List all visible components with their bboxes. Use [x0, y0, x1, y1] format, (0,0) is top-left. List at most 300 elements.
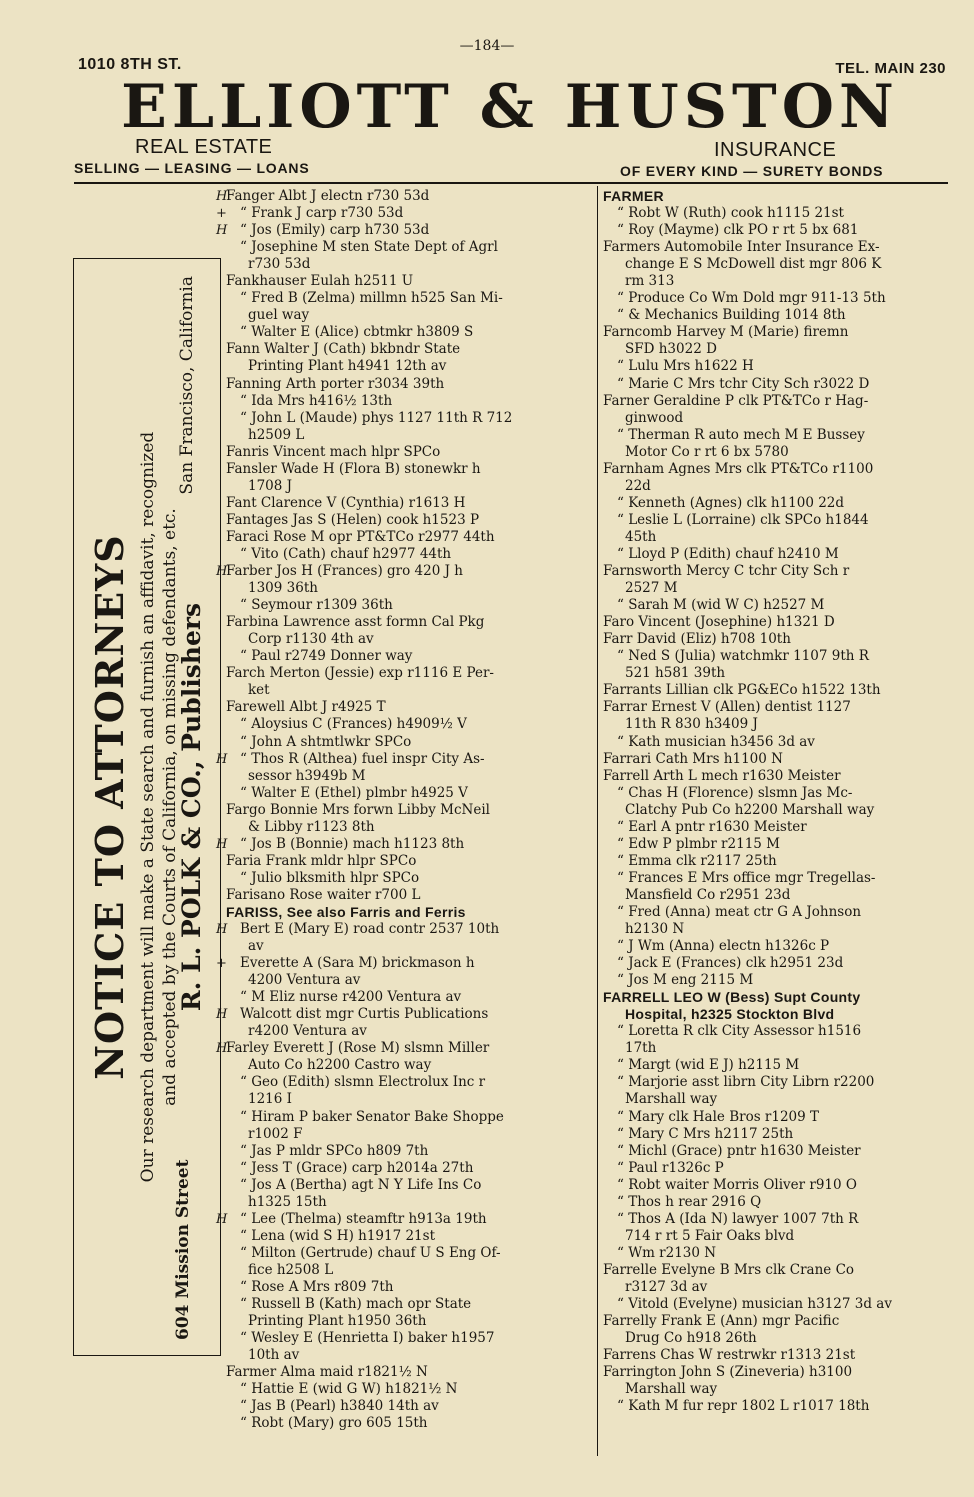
entry-text: “ Ned S (Julia) watchmkr 1107 9th R	[617, 648, 869, 665]
directory-entry	[216, 205, 590, 222]
entry-text: & Libby r1123 8th	[248, 818, 375, 835]
entry-text: “ Geo (Edith) slsmn Electrolux Inc r	[240, 1074, 486, 1091]
header-right-services: OF EVERY KIND — SURETY BONDS	[620, 163, 884, 179]
directory-entry	[226, 478, 590, 495]
entry-text: “ Josephine M sten State Dept of Agrl	[240, 239, 498, 256]
directory-entry	[603, 682, 951, 699]
entry-text: Fann Walter J (Cath) bkbndr State	[226, 341, 461, 358]
handwritten-mark: H	[216, 922, 228, 938]
directory-entry	[226, 410, 590, 427]
entry-text: Marshall way	[625, 1091, 718, 1108]
directory-entry	[226, 853, 590, 870]
directory-entry	[216, 1210, 590, 1228]
directory-entry	[603, 239, 951, 256]
entry-text: Farch Merton (Jessie) exp r1116 E Per-	[226, 665, 494, 682]
entry-text: “ Kath M fur repr 1802 L r1017 18th	[617, 1398, 870, 1415]
directory-entry	[226, 1245, 590, 1262]
entry-text: Faro Vincent (Josephine) h1321 D	[603, 614, 835, 631]
entry-text: “ Wesley E (Henrietta I) baker h1957	[240, 1330, 495, 1347]
entry-text: r1002 F	[248, 1125, 303, 1142]
entry-text: Mansfield Co r2951 23d	[625, 886, 791, 903]
entry-text: h1325 15th	[248, 1193, 327, 1210]
entry-text: “ Mary C Mrs h2117 25th	[617, 1125, 794, 1142]
column-divider	[597, 186, 598, 1456]
entry-text: “ Walter E (Alice) cbtmkr h3809 S	[240, 324, 474, 341]
entry-text: Farbina Lawrence asst formn Cal Pkg	[226, 614, 485, 631]
directory-entry	[226, 393, 590, 410]
directory-entry	[226, 1313, 590, 1330]
header-telephone: TEL. MAIN 230	[835, 60, 946, 77]
directory-entry	[603, 819, 951, 836]
entry-text: “ Thos R (Althea) fuel inspr City As-	[240, 750, 485, 767]
entry-text: Clatchy Pub Co h2200 Marshall way	[625, 801, 875, 818]
directory-entry	[603, 921, 951, 938]
directory-entry	[603, 358, 951, 375]
entry-text: Farrants Lillian clk PG&ECo h1522 13th	[603, 682, 881, 699]
entry-text: Farnsworth Mercy C tchr City Sch r	[603, 563, 850, 580]
directory-entry	[603, 580, 951, 597]
directory-entry	[226, 597, 590, 614]
entry-text: “ Therman R auto mech M E Bussey	[617, 426, 865, 443]
directory-entry	[226, 324, 590, 341]
directory-entry	[603, 751, 951, 768]
entry-text: Farner Geraldine P clk PT&TCo r Hag-	[603, 392, 869, 409]
directory-entry	[603, 376, 951, 393]
directory-entry	[603, 1091, 951, 1108]
directory-entry	[226, 1109, 590, 1126]
directory-entry	[603, 734, 951, 751]
entry-text: “ John A shtmtlwkr SPCo	[240, 733, 412, 750]
entry-text: Farnham Agnes Mrs clk PT&TCo r1100	[603, 460, 874, 477]
notice-address: 604 Mission Street	[173, 1159, 193, 1340]
entry-text: Farmer Alma maid r1821½ N	[226, 1364, 428, 1381]
entry-text: “ Thos h rear 2916 Q	[617, 1193, 762, 1210]
entry-text: Fansler Wade H (Flora B) stonewkr h	[226, 460, 481, 477]
directory-entry	[226, 1262, 590, 1279]
entry-text: ket	[248, 682, 270, 699]
directory-entry	[226, 699, 590, 716]
directory-entry	[226, 989, 590, 1006]
directory-entry	[226, 1126, 590, 1143]
directory-entry	[603, 1074, 951, 1091]
directory-entry	[603, 938, 951, 955]
entry-text: “ Frances E Mrs office mgr Tregellas-	[617, 869, 876, 886]
brand-title: ELLIOTT & HUSTON	[121, 72, 899, 142]
entry-text: “ Fred (Anna) meat ctr G A Johnson	[617, 903, 862, 920]
directory-entry	[216, 188, 590, 205]
directory-entry	[226, 802, 590, 819]
notice-body-line: Our research department will make a State search and furnish an affidavit, recognized	[138, 431, 158, 1183]
entry-text: change E S McDowell dist mgr 806 K	[625, 256, 882, 273]
header-left-services: SELLING — LEASING — LOANS	[74, 160, 310, 176]
directory-entry	[216, 955, 590, 972]
notice-publisher: R. L. POLK & CO., Publishers	[177, 602, 206, 1012]
directory-entry	[603, 768, 951, 785]
directory-entry	[603, 1194, 951, 1211]
header-address: 1010 8TH ST.	[78, 56, 182, 73]
directory-entry	[603, 495, 951, 512]
directory-entry	[226, 1381, 590, 1398]
directory-entry	[226, 870, 590, 887]
entry-text: “ Robt waiter Morris Oliver r910 O	[617, 1176, 857, 1193]
directory-entry	[226, 1143, 590, 1160]
entry-text: “ Jos B (Bonnie) mach h1123 8th	[240, 835, 465, 852]
entry-text: 714 r rt 5 Fair Oaks blvd	[625, 1227, 795, 1244]
directory-entry	[603, 665, 951, 682]
entry-text: “ Aloysius C (Frances) h4909½ V	[240, 716, 467, 733]
entry-text: 45th	[625, 528, 657, 545]
directory-entry	[603, 222, 951, 239]
entry-text: 4200 Ventura av	[248, 972, 361, 989]
directory-entry	[226, 529, 590, 546]
entry-text: “ Paul r2749 Donner way	[240, 648, 413, 665]
entry-text: “ Loretta R clk City Assessor h1516	[617, 1023, 862, 1040]
directory-entry	[216, 835, 590, 853]
directory-entry	[603, 904, 951, 921]
handwritten-mark: +	[216, 206, 227, 222]
directory-entry	[226, 768, 590, 785]
directory-entry	[216, 1006, 590, 1023]
entry-text: Printing Plant h1950 36th	[248, 1313, 427, 1330]
entry-text: Fanger Albt J electn r730 53d	[226, 188, 430, 204]
entry-text: Farrelle Evelyne B Mrs clk Crane Co	[603, 1261, 855, 1278]
entry-text: “ Mary clk Hale Bros r1209 T	[617, 1108, 820, 1125]
entry-text: r4200 Ventura av	[248, 1023, 367, 1040]
entry-text: “ Hattie E (wid G W) h1821½ N	[240, 1381, 458, 1398]
directory-column-middle	[216, 188, 590, 1432]
entry-text: Farley Everett J (Rose M) slsmn Miller	[226, 1040, 490, 1057]
directory-entry	[603, 1381, 951, 1398]
directory-entry	[603, 1160, 951, 1177]
entry-text: “ Kath musician h3456 3d av	[617, 733, 815, 750]
entry-text: Bert E (Mary E) road contr 2537 10th	[240, 921, 500, 938]
entry-text: “ Lloyd P (Edith) chauf h2410 M	[617, 545, 839, 562]
directory-entry	[226, 1074, 590, 1091]
entry-text: “ Robt (Mary) gro 605 15th	[240, 1415, 428, 1432]
directory-entry	[226, 256, 590, 273]
entry-text: Farewell Albt J r4925 T	[226, 699, 386, 716]
entry-text: “ Vitold (Evelyne) musician h3127 3d av	[617, 1296, 892, 1313]
directory-entry	[603, 393, 951, 410]
directory-entry	[603, 1398, 951, 1415]
handwritten-mark: H	[216, 751, 228, 767]
directory-entry	[226, 887, 590, 904]
directory-entry	[226, 614, 590, 631]
directory-entry	[226, 648, 590, 665]
directory-entry	[226, 972, 590, 989]
handwritten-mark: H	[216, 836, 228, 852]
entry-text: 22d	[625, 477, 651, 494]
directory-entry	[603, 1211, 951, 1228]
directory-entry	[603, 478, 951, 495]
directory-entry	[603, 1040, 951, 1057]
entry-text: “ Margt (wid E J) h2115 M	[617, 1057, 800, 1074]
entry-text: 10th av	[248, 1347, 300, 1364]
directory-entry	[603, 529, 951, 546]
directory-entry	[216, 750, 590, 768]
entry-text: Hospital, h2325 Stockton Blvd	[625, 1006, 835, 1023]
directory-entry	[226, 819, 590, 836]
directory-entry	[603, 1364, 951, 1381]
entry-text: Fargo Bonnie Mrs forwn Libby McNeil	[226, 801, 490, 818]
entry-text: “ Paul r1326c P	[617, 1159, 724, 1176]
entry-text: fice h2508 L	[248, 1261, 334, 1278]
directory-entry	[603, 205, 951, 222]
entry-text: 1216 I	[248, 1091, 292, 1108]
directory-entry	[603, 1228, 951, 1245]
directory-entry	[603, 1330, 951, 1347]
directory-entry	[603, 427, 951, 444]
directory-entry	[603, 1313, 951, 1330]
entry-text: guel way	[248, 307, 310, 324]
entry-text: “ Roy (Mayme) clk PO r rt 5 bx 681	[617, 222, 859, 239]
directory-entry	[226, 1279, 590, 1296]
directory-entry	[226, 631, 590, 648]
directory-entry	[603, 1023, 951, 1040]
entry-text: FARRELL LEO W (Bess) Supt County	[603, 989, 861, 1006]
entry-text: h2509 L	[248, 426, 305, 443]
entry-text: 521 h581 39th	[625, 665, 726, 682]
entry-text: “ Jas B (Pearl) h3840 14th av	[240, 1398, 439, 1415]
entry-text: “ Lena (wid S H) h1917 21st	[240, 1227, 435, 1244]
entry-text: “ Jess T (Grace) carp h2014a 27th	[240, 1159, 474, 1176]
entry-text: “ Vito (Cath) chauf h2977 44th	[240, 545, 452, 562]
directory-entry	[226, 290, 590, 307]
directory-entry	[603, 836, 951, 853]
directory-entry	[603, 273, 951, 290]
directory-entry	[603, 631, 951, 648]
entry-text: Fant Clarence V (Cynthia) r1613 H	[226, 494, 466, 511]
entry-text: Everette A (Sara M) brickmason h	[240, 955, 475, 972]
directory-entry	[226, 665, 590, 682]
entry-text: Walcott dist mgr Curtis Publications	[240, 1006, 489, 1023]
directory-entry	[226, 307, 590, 324]
entry-text: “ Emma clk r2117 25th	[617, 852, 777, 869]
directory-entry	[603, 410, 951, 427]
directory-entry	[603, 1262, 951, 1279]
directory-entry	[226, 1057, 590, 1074]
entry-text: 2527 M	[625, 580, 678, 597]
directory-entry	[226, 1023, 590, 1040]
entry-text: “ Lee (Thelma) steamftr h913a 19th	[240, 1210, 487, 1227]
directory-entry	[226, 938, 590, 955]
handwritten-mark: H	[216, 1007, 228, 1023]
entry-text: “ Lulu Mrs h1622 H	[617, 358, 754, 375]
directory-entry	[603, 870, 951, 887]
directory-entry	[603, 597, 951, 614]
entry-text: “ M Eliz nurse r4200 Ventura av	[240, 989, 462, 1006]
entry-text: “ Jas P mldr SPCo h809 7th	[240, 1142, 429, 1159]
entry-text: “ Chas H (Florence) slsmn Jas Mc-	[617, 784, 853, 801]
directory-entry	[226, 358, 590, 375]
directory-entry	[226, 1194, 590, 1211]
handwritten-mark: H	[216, 564, 228, 580]
entry-text: sessor h3949b M	[248, 767, 366, 784]
entry-text: r3127 3d av	[625, 1279, 708, 1295]
directory-entry	[603, 1296, 951, 1313]
entry-text: Fanning Arth porter r3034 39th	[226, 375, 445, 392]
directory-entry	[226, 785, 590, 802]
directory-entry	[216, 921, 590, 938]
entry-text: Farmers Automobile Inter Insurance Ex-	[603, 239, 880, 256]
entry-text: “ Frank J carp r730 53d	[240, 205, 404, 222]
directory-entry	[226, 1296, 590, 1313]
entry-text: “ Julio blksmith hlpr SPCo	[240, 869, 420, 886]
directory-entry	[226, 1364, 590, 1381]
entry-text: “ Hiram P baker Senator Bake Shoppe	[240, 1108, 504, 1125]
directory-entry	[226, 546, 590, 563]
directory-entry	[603, 699, 951, 716]
handwritten-mark: H	[216, 1041, 228, 1057]
directory-entry	[216, 222, 590, 239]
directory-entry	[603, 1143, 951, 1160]
directory-entry	[603, 955, 951, 972]
directory-entry	[226, 1091, 590, 1108]
directory-entry	[603, 1006, 951, 1023]
entry-text: Printing Plant h4941 12th av	[248, 358, 447, 375]
directory-entry	[603, 1347, 951, 1364]
notice-body-line: and accepted by the Courts of California, on missing defendants, etc.	[160, 508, 180, 1106]
entry-text: “ Marie C Mrs tchr City Sch r3022 D	[617, 375, 870, 392]
directory-entry	[603, 307, 951, 324]
entry-text: av	[248, 938, 264, 955]
entry-text: Motor Co r rt 6 bx 5780	[625, 443, 789, 460]
directory-entry	[603, 1109, 951, 1126]
entry-text: Drug Co h918 26th	[625, 1330, 757, 1347]
entry-text: Marshall way	[625, 1381, 718, 1398]
entry-text: FARMER	[603, 188, 664, 204]
entry-text: 1309 36th	[248, 580, 318, 597]
entry-text: “ Fred B (Zelma) millmn h525 San Mi-	[240, 290, 503, 307]
entry-text: “ Earl A pntr r1630 Meister	[617, 818, 807, 835]
directory-entry	[226, 376, 590, 393]
entry-text: “ Jack E (Frances) clk h2951 23d	[617, 955, 844, 972]
directory-entry	[603, 256, 951, 273]
directory-entry	[603, 1279, 951, 1296]
directory-entry	[226, 444, 590, 461]
directory-entry	[226, 341, 590, 358]
directory-entry	[603, 648, 951, 665]
directory-entry	[226, 512, 590, 529]
directory-entry	[603, 324, 951, 341]
entry-text: “ John L (Maude) phys 1127 11th R 712	[240, 409, 513, 426]
directory-entry	[603, 444, 951, 461]
handwritten-mark: H	[216, 189, 228, 204]
entry-text: Auto Co h2200 Castro way	[248, 1057, 432, 1074]
directory-entry	[226, 1177, 590, 1194]
directory-entry	[603, 512, 951, 529]
entry-text: “ Jos M eng 2115 M	[617, 972, 754, 989]
directory-column-right	[603, 188, 951, 1415]
entry-text: “ Seymour r1309 36th	[240, 597, 393, 614]
entry-text: Farrari Cath Mrs h1100 N	[603, 750, 783, 767]
handwritten-mark: +	[216, 956, 227, 972]
entry-text: “ Jos A (Bertha) agt N Y Life Ins Co	[240, 1176, 482, 1193]
handwritten-mark: H	[216, 1211, 228, 1227]
directory-entry	[226, 1160, 590, 1177]
entry-text: Farrar Ernest V (Allen) dentist 1127	[603, 699, 851, 716]
entry-text: “ Thos A (Ida N) lawyer 1007 7th R	[617, 1210, 859, 1227]
directory-entry	[603, 1245, 951, 1262]
notice-rotated-content	[77, 262, 217, 1352]
directory-entry	[226, 1415, 590, 1432]
directory-entry	[603, 188, 951, 205]
entry-text: 17th	[625, 1040, 657, 1057]
directory-entry	[226, 239, 590, 256]
entry-text: Fanris Vincent mach hlpr SPCo	[226, 443, 441, 460]
entry-text: Faria Frank mldr hlpr SPCo	[226, 852, 417, 869]
entry-text: r730 53d	[248, 256, 311, 273]
directory-entry	[226, 273, 590, 290]
entry-text: Corp r1130 4th av	[248, 631, 374, 648]
entry-text: “ Leslie L (Lorraine) clk SPCo h1844	[617, 511, 869, 528]
directory-entry	[216, 1040, 590, 1057]
notice-title: NOTICE TO ATTORNEYS	[87, 534, 132, 1080]
entry-text: Farisano Rose waiter r700 L	[226, 886, 421, 903]
entry-text: “ & Mechanics Building 1014 8th	[617, 307, 846, 324]
directory-entry	[603, 341, 951, 358]
entry-text: “ Sarah M (wid W C) h2527 M	[617, 597, 825, 614]
entry-text: “ Michl (Grace) pntr h1630 Meister	[617, 1142, 861, 1159]
directory-entry	[226, 1398, 590, 1415]
entry-text: Fankhauser Eulah h2511 U	[226, 273, 414, 290]
directory-entry	[226, 904, 590, 921]
entry-text: Farrell Arth L mech r1630 Meister	[603, 767, 841, 784]
header-left-subtitle: REAL ESTATE	[135, 136, 273, 158]
entry-text: h2130 N	[625, 921, 685, 938]
entry-text: 1708 J	[248, 477, 293, 494]
entry-text: “ Rose A Mrs r809 7th	[240, 1279, 394, 1295]
entry-text: Farber Jos H (Frances) gro 420 J h	[226, 563, 463, 580]
entry-text: Faraci Rose M opr PT&TCo r2977 44th	[226, 528, 495, 545]
directory-entry	[226, 716, 590, 733]
directory-entry	[226, 495, 590, 512]
entry-text: rm 313	[625, 273, 675, 290]
entry-text: “ Edw P plmbr r2115 M	[617, 835, 780, 852]
entry-text: “ Milton (Gertrude) chauf U S Eng Of-	[240, 1244, 501, 1261]
entry-text: 11th R 830 h3409 J	[625, 716, 758, 733]
entry-text: Farncomb Harvey M (Marie) firemn	[603, 324, 849, 341]
notice-box	[73, 258, 221, 1356]
entry-text: “ Walter E (Ethel) plmbr h4925 V	[240, 784, 468, 801]
entry-text: Farrelly Frank E (Ann) mgr Pacific	[603, 1313, 840, 1330]
directory-entry	[603, 546, 951, 563]
directory-entry	[603, 614, 951, 631]
directory-entry	[216, 563, 590, 580]
directory-entry	[603, 563, 951, 580]
notice-city: San Francisco, California	[177, 276, 197, 495]
directory-entry	[603, 1177, 951, 1194]
header-right-subtitle: INSURANCE	[714, 139, 837, 161]
directory-entry	[603, 972, 951, 989]
directory-entry	[226, 682, 590, 699]
handwritten-mark: H	[216, 223, 228, 239]
directory-entry	[603, 461, 951, 478]
directory-entry	[603, 887, 951, 904]
entry-text: SFD h3022 D	[625, 341, 717, 358]
directory-entry	[226, 734, 590, 751]
directory-entry	[603, 853, 951, 870]
directory-entry	[226, 461, 590, 478]
directory-entry	[603, 716, 951, 733]
entry-text: Fantages Jas S (Helen) cook h1523 P	[226, 511, 480, 528]
header-rule	[74, 182, 948, 184]
directory-entry	[226, 1347, 590, 1364]
directory-entry	[226, 427, 590, 444]
directory-entry	[603, 1057, 951, 1074]
entry-text: Farrington John S (Zineveria) h3100	[603, 1364, 853, 1381]
entry-text: Farr David (Eliz) h708 10th	[603, 631, 791, 648]
